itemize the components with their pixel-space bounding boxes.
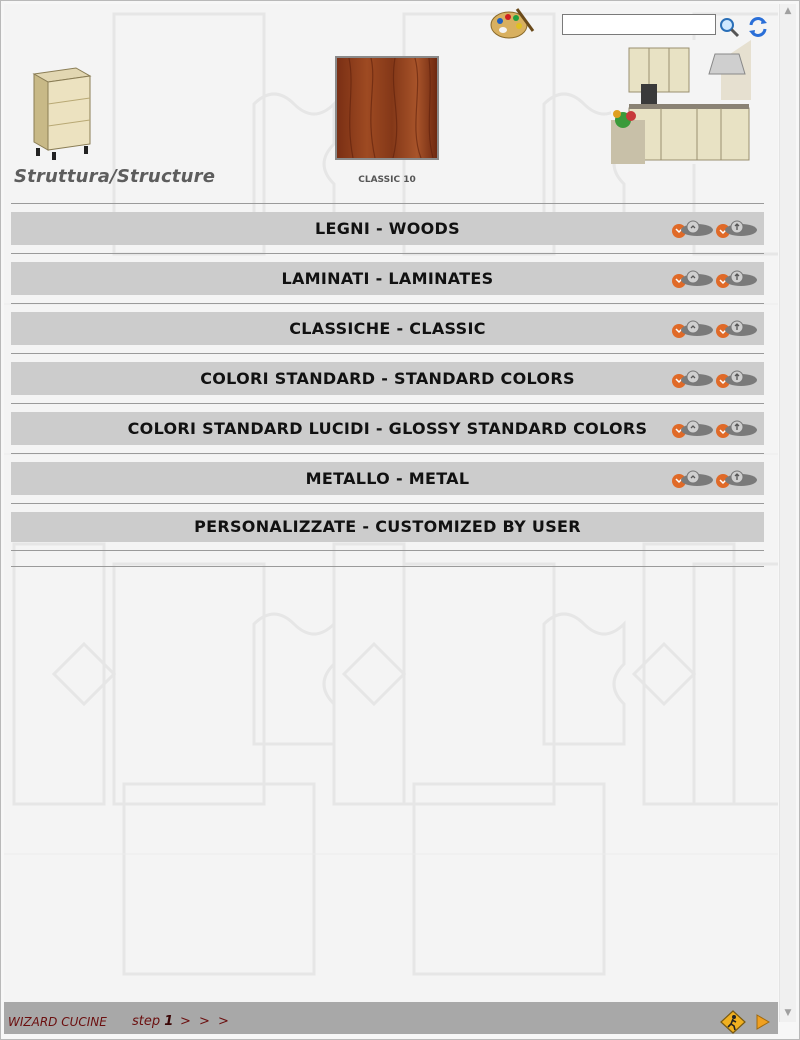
- divider: [11, 303, 764, 304]
- palette-icon[interactable]: [489, 5, 535, 41]
- vertical-scrollbar[interactable]: [779, 4, 796, 1022]
- category-controls: [670, 268, 758, 290]
- divider: [11, 503, 764, 504]
- divider: [11, 550, 764, 551]
- expand-collapse-icon[interactable]: [670, 218, 714, 240]
- expand-collapse-icon[interactable]: [670, 368, 714, 390]
- category-controls: [670, 418, 758, 440]
- refresh-icon[interactable]: [747, 16, 769, 38]
- move-up-icon[interactable]: [714, 268, 758, 290]
- divider: [11, 203, 764, 204]
- scroll-up-icon[interactable]: ▲: [784, 6, 792, 16]
- category-label: COLORI STANDARD - STANDARD COLORS: [200, 369, 575, 388]
- step-next-link[interactable]: > > >: [180, 1014, 231, 1029]
- divider: [11, 253, 764, 254]
- category-controls: [670, 468, 758, 490]
- wizard-footer: [4, 1002, 778, 1034]
- category-controls: [670, 218, 758, 240]
- wood-texture: [337, 58, 437, 158]
- category-metal[interactable]: [11, 462, 764, 495]
- category-label: PERSONALIZZATE - CUSTOMIZED BY USER: [194, 517, 581, 536]
- swatch-caption: CLASSIC 10: [358, 175, 416, 185]
- expand-collapse-icon[interactable]: [670, 468, 714, 490]
- category-label: COLORI STANDARD LUCIDI - GLOSSY STANDARD COLORS: [127, 419, 648, 438]
- expand-collapse-icon[interactable]: [670, 318, 714, 340]
- move-up-icon[interactable]: [714, 468, 758, 490]
- move-up-icon[interactable]: [714, 418, 758, 440]
- category-controls: [670, 318, 758, 340]
- play-icon[interactable]: [754, 1014, 770, 1030]
- move-up-icon[interactable]: [714, 318, 758, 340]
- kitchen-image: [611, 40, 751, 164]
- cabinet-image: [26, 64, 94, 160]
- divider: [11, 353, 764, 354]
- structure-label: Struttura/Structure: [14, 166, 216, 187]
- search-icon[interactable]: [718, 16, 740, 38]
- expand-collapse-icon[interactable]: [670, 268, 714, 290]
- divider: [11, 566, 764, 567]
- category-label: LEGNI - WOODS: [315, 219, 460, 238]
- category-classic[interactable]: [11, 312, 764, 345]
- search-input[interactable]: [562, 14, 716, 35]
- category-customized[interactable]: [11, 512, 764, 542]
- category-woods[interactable]: [11, 212, 764, 245]
- move-up-icon[interactable]: [714, 218, 758, 240]
- runner-icon[interactable]: [720, 1010, 746, 1034]
- step-indicator: [132, 1014, 173, 1029]
- step-number: 1: [164, 1014, 174, 1029]
- category-standard-colors[interactable]: [11, 362, 764, 395]
- wood-swatch[interactable]: [335, 56, 439, 160]
- wizard-title: WIZARD CUCINE: [8, 1015, 107, 1029]
- move-up-icon[interactable]: [714, 368, 758, 390]
- scroll-down-icon[interactable]: ▼: [784, 1008, 792, 1018]
- category-laminates[interactable]: [11, 262, 764, 295]
- category-glossy-standard-colors[interactable]: [11, 412, 764, 445]
- category-label: CLASSICHE - CLASSIC: [289, 319, 486, 338]
- divider: [11, 403, 764, 404]
- expand-collapse-icon[interactable]: [670, 418, 714, 440]
- category-label: LAMINATI - LAMINATES: [281, 269, 494, 288]
- divider: [11, 453, 764, 454]
- step-prefix: step: [132, 1014, 161, 1029]
- category-label: METALLO - METAL: [305, 469, 470, 488]
- category-controls: [670, 368, 758, 390]
